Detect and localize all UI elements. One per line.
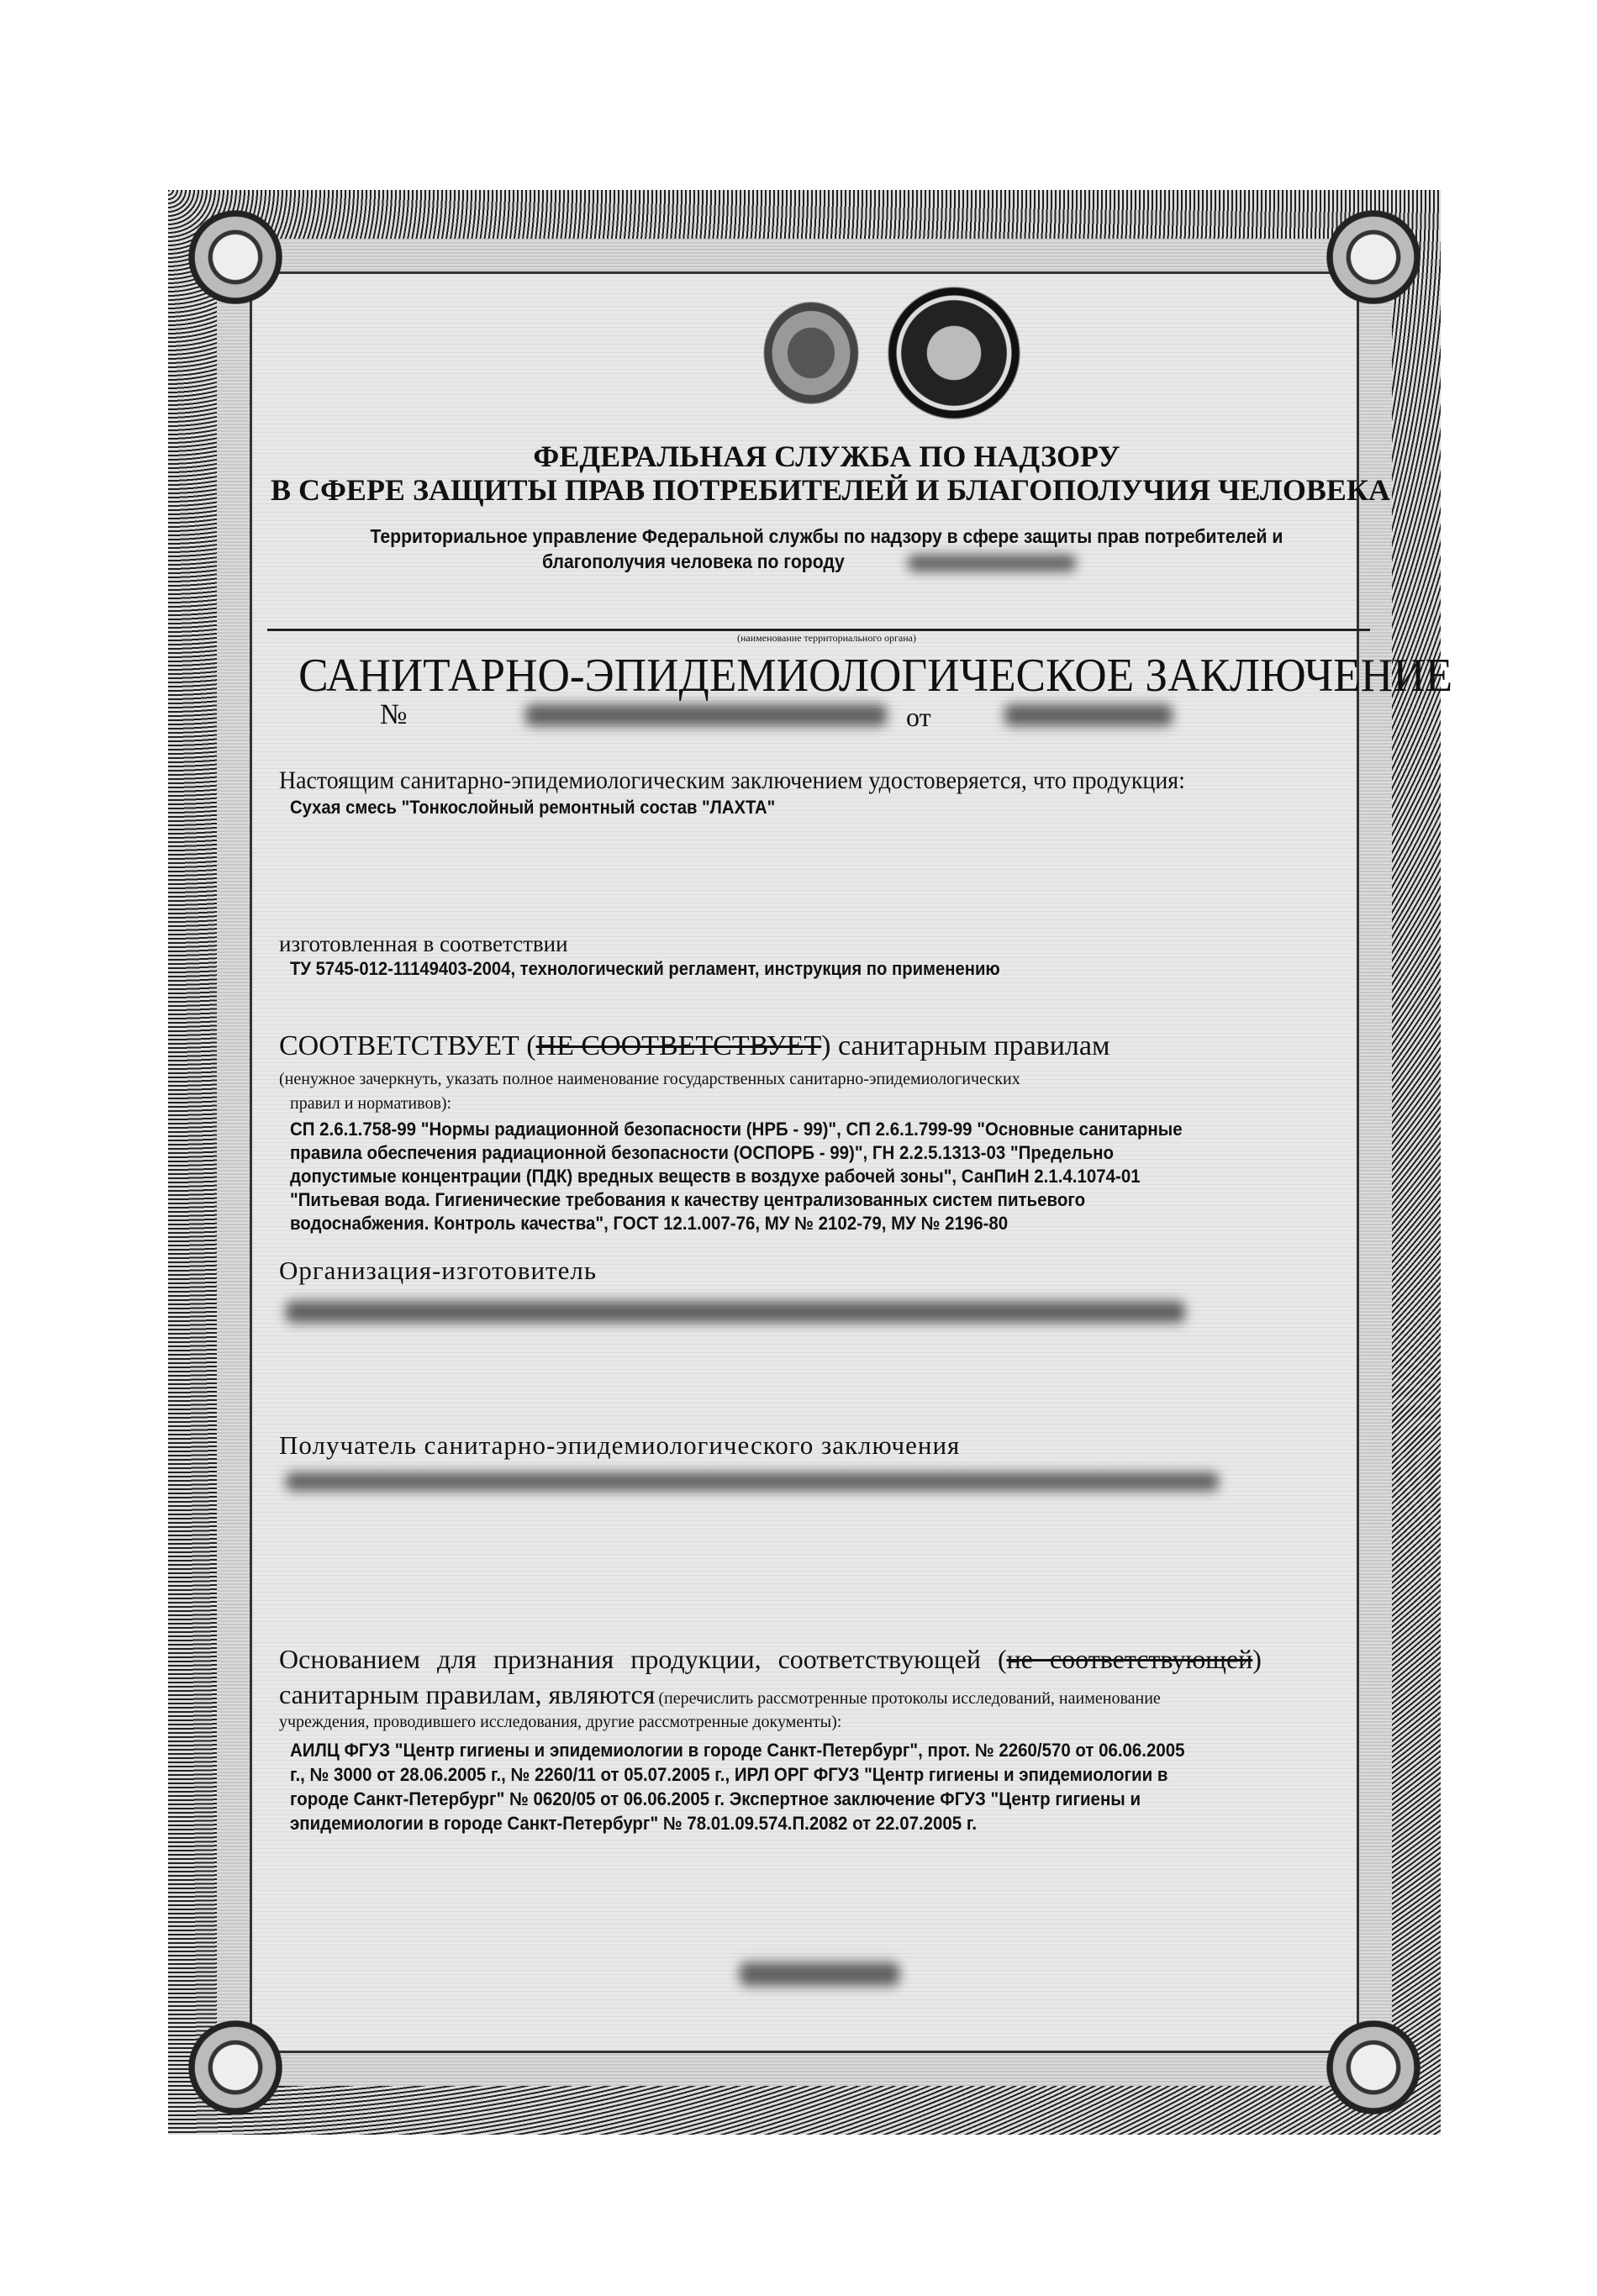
basis-line1 [279, 1644, 1262, 1675]
basis-line2 [279, 1679, 1161, 1710]
basis-documents [290, 1738, 1252, 1835]
basis-doc-line: городе Санкт-Петербург" № 0620/05 от 06.06.2005 г. Экспертное заключение ФГУЗ "Центр гигиены и [290, 1788, 1141, 1809]
compliance-hint-line2: правил и нормативов): [290, 1094, 452, 1113]
territorial-office-line1: Территориальное управление Федеральной службы по надзору в сфере защиты прав потребителей и [370, 525, 1283, 547]
basis-text: Основанием для признания продукции, соответствующей ( [279, 1644, 1007, 1674]
compliance-statement: СООТВЕТСТВУЕТ (НЕ СООТВЕТСТВУЕТ) санитарным правилам [279, 1030, 1110, 1061]
corner-ornament [172, 194, 298, 320]
compliance-tail: санитарным правилам [837, 1030, 1110, 1061]
certify-text: Настоящим санитарно-эпидемиологическим заключением удостоверяется, что продукция: [279, 766, 1185, 794]
basis-struck-text: не соответствующей [1006, 1644, 1253, 1674]
redacted-number [525, 704, 887, 726]
territorial-caption: (наименование территориального органа) [737, 632, 916, 644]
date-label: от [906, 702, 931, 732]
redacted-serial-number [740, 1962, 899, 1986]
basis-line2-text: санитарным правилам, являются [279, 1679, 656, 1709]
corner-ornament [172, 2004, 298, 2130]
basis-doc-line: г., № 3000 от 28.06.2005 г., № 2260/11 от 05.07.2005 г., ИРЛ ОРГ ФГУЗ "Центр гигиены и эпидемиологии в [290, 1764, 1168, 1785]
basis-hint-line2: учреждения, проводившего исследования, другие рассмотренные документы): [279, 1713, 842, 1731]
corner-ornament [1310, 194, 1436, 320]
basis-doc-line: эпидемиологии в городе Санкт-Петербург" № 78.01.09.574.П.2082 от 22.07.2005 г. [290, 1813, 978, 1834]
rules-list [290, 1118, 1250, 1235]
rule-line: СП 2.6.1.758-99 "Нормы радиационной безопасности (НРБ - 99)", СП 2.6.1.799-99 "Основные санитарные [290, 1119, 1183, 1140]
product-name: Сухая смесь "Тонкослойный ремонтный состав "ЛАХТА" [290, 797, 776, 818]
agency-seal-emblem [887, 286, 1021, 420]
corner-ornament [1310, 2004, 1436, 2130]
not-complies-struck: НЕ СООТВЕТСТВУЕТ [535, 1030, 822, 1061]
territorial-office-line2: благополучия человека по городу [542, 550, 845, 572]
compliance-hint-line1: (ненужное зачеркнуть, указать полное наименование государственных санитарно-эпидемиологических [279, 1070, 1020, 1088]
agency-name-line1: ФЕДЕРАЛЬНАЯ СЛУЖБА ПО НАДЗОРУ [533, 440, 1120, 473]
divider-line [267, 629, 1370, 631]
agency-name-line2: В СФЕРЕ ЗАЩИТЫ ПРАВ ПОТРЕБИТЕЛЕЙ И БЛАГОПОЛУЧИЯ ЧЕЛОВЕКА [271, 473, 1390, 507]
rule-line: "Питьевая вода. Гигиенические требования к качеству централизованных систем питьевого [290, 1189, 1086, 1210]
basis-hint-line1: (перечислить рассмотренные протоколы исследований, наименование [658, 1689, 1161, 1708]
redacted-recipient [286, 1472, 1219, 1491]
redacted-date [1004, 704, 1173, 726]
recipient-label: Получатель санитарно-эпидемиологического заключения [279, 1430, 961, 1460]
rule-line: допустимые концентрации (ПДК) вредных веществ в воздухе рабочей зоны", СанПиН 2.1.4.1074-01 [290, 1166, 1141, 1187]
coat-of-arms-emblem [756, 294, 866, 412]
document-title: САНИТАРНО-ЭПИДЕМИОЛОГИЧЕСКОЕ ЗАКЛЮЧЕНИЕ [298, 650, 1453, 702]
basis-paren: ) [1252, 1644, 1262, 1674]
manufacturer-label: Организация-изготовитель [279, 1256, 597, 1285]
basis-doc-line: АИЛЦ ФГУЗ "Центр гигиены и эпидемиологии в городе Санкт-Петербург", прот. № 2260/570 от 06.06.2005 [290, 1740, 1185, 1761]
redacted-manufacturer [286, 1301, 1185, 1323]
rule-line: водоснабжения. Контроль качества", ГОСТ 12.1.007-76, МУ № 2102-79, МУ № 2196-80 [290, 1213, 1009, 1234]
manufactured-per-label: изготовленная в соответствии [279, 931, 568, 956]
manufactured-per-value: ТУ 5745-012-11149403-2004, технологический регламент, инструкция по применению [290, 958, 1000, 979]
redacted-city [908, 555, 1076, 571]
number-label: № [380, 699, 408, 730]
complies-text: СООТВЕТСТВУЕТ [279, 1030, 519, 1061]
rule-line: правила обеспечения радиационной безопасности (ОСПОРБ - 99)", ГН 2.2.5.1313-03 "Предельно [290, 1142, 1115, 1163]
